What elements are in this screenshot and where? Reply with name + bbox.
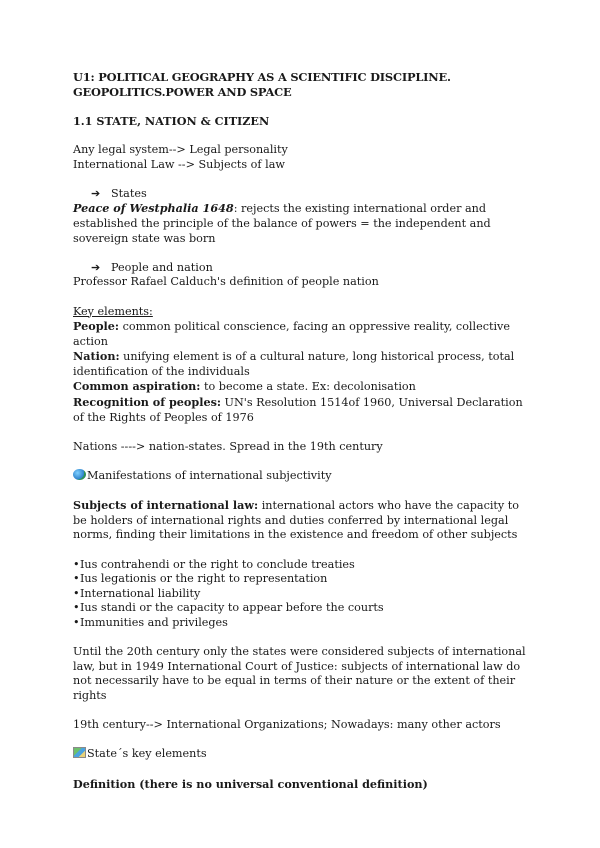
people-text: common political conscience, facing an oppressive reality, collective action [73, 320, 510, 348]
globe-icon [73, 469, 86, 480]
definition-heading: Definition (there is no universal conventional definition) [73, 776, 428, 791]
subjects-text: international actors who have the capacity to be holders of international rights and duties conferred by international legal norms, finding their limitations in the existence and freedom of other subjects [73, 499, 520, 542]
state-key-heading [73, 747, 533, 762]
people-term: People: [73, 319, 120, 334]
legal-line-2: International Law --> Subjects of law [73, 157, 285, 171]
arrow-icon: ➔ [91, 186, 101, 200]
bullet-icon: • [73, 557, 80, 571]
arrow-icon: ➔ [91, 260, 101, 274]
nations-line: Nations ----> nation-states. Spread in the 19th century [73, 439, 383, 453]
bullet-icon: • [73, 601, 80, 615]
century-line: 19th century--> International Organizations; Nowadays: many other actors [73, 718, 501, 732]
legal-line-1: Any legal system--> Legal personality [73, 142, 288, 156]
list-item: •Ius contrahendi or the right to conclude treaties [73, 557, 355, 571]
bullet-icon: • [73, 615, 80, 629]
nation-text: unifying element is of a cultural nature, long historical process, total identification of the individuals [73, 350, 515, 378]
rights-list [73, 558, 533, 631]
key-elements-heading: Key elements: [73, 304, 153, 318]
nation-definition [73, 349, 533, 379]
recognition-text: UN's Resolution 1514of 1960, Universal Declaration of the Rights of Peoples of 1976 [73, 396, 523, 424]
people-definition [73, 319, 533, 349]
people-nation-item [73, 261, 533, 276]
westphalia-title: Peace of Westphalia 1648 [73, 201, 234, 216]
states-label: States [111, 186, 147, 200]
state-key-text: State´s key elements [87, 747, 207, 761]
map-icon [73, 747, 86, 758]
bullet-icon: • [73, 586, 80, 600]
title-line-2: GEOPOLITICS.POWER AND SPACE [73, 84, 292, 99]
calduch-line: Professor Rafael Calduch's definition of people nation [73, 275, 379, 289]
document-page [73, 70, 533, 791]
list-item: •Ius standi or the capacity to appear before the courts [73, 601, 384, 615]
list-item: •Immunities and privileges [73, 615, 228, 629]
recognition-term: Recognition of peoples: [73, 395, 221, 410]
aspiration-definition [73, 379, 533, 395]
subjects-paragraph [73, 498, 533, 543]
westphalia-text: : rejects the existing international order and established the principle of the balance of powers = the independent and sovereign state was born [73, 202, 491, 245]
manifestations-heading [73, 469, 533, 484]
nation-term: Nation: [73, 349, 120, 364]
westphalia-paragraph [73, 201, 533, 246]
manifestations-text: Manifestations of international subjectivity [87, 469, 332, 483]
title-line-1: U1: POLITICAL GEOGRAPHY AS A SCIENTIFIC DISCIPLINE. [73, 70, 451, 84]
list-item: •International liability [73, 586, 201, 600]
aspiration-text: to become a state. Ex: decolonisation [200, 380, 416, 394]
people-nation-label: People and nation [111, 260, 213, 274]
bullet-icon: • [73, 572, 80, 586]
list-item: •Ius legationis or the right to representation [73, 572, 328, 586]
states-item [73, 187, 533, 202]
section-heading: 1.1 STATE, NATION & CITIZEN [73, 113, 270, 128]
recognition-definition [73, 395, 533, 425]
until-paragraph: Until the 20th century only the states were considered subjects of international law, but in 1949 International Court of Justice: subjects of international law do not necessarily have to be equal in terms of their nature or the extent of their rights [73, 645, 526, 702]
subjects-term: Subjects of international law: [73, 498, 259, 513]
aspiration-term: Common aspiration: [73, 379, 201, 394]
